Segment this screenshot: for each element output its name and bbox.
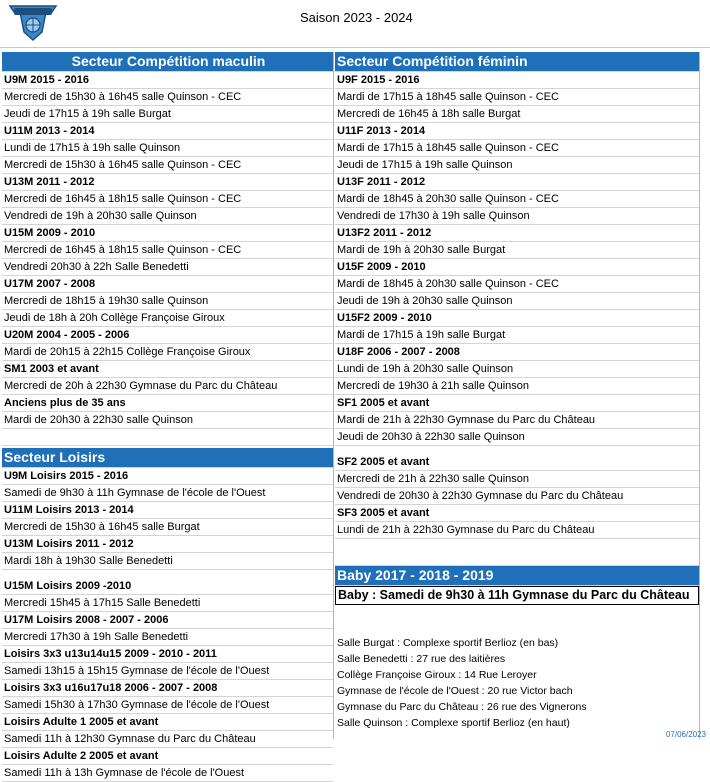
schedule-row: Mercredi de 15h30 à 16h45 salle Quinson - CEC — [2, 89, 333, 106]
schedule-row: Mercredi de 19h30 à 21h salle Quinson — [335, 378, 699, 395]
schedule-row: Mercredi de 16h45 à 18h15 salle Quinson - CEC — [2, 242, 333, 259]
venue-address: Gymnase de l'école de l'Ouest : 20 rue Victor bach — [337, 685, 573, 697]
schedule-row: Mardi de 19h à 20h30 salle Burgat — [335, 242, 699, 259]
category-label: Loisirs Adulte 1 2005 et avant — [2, 714, 333, 731]
category-label: U13M 2011 - 2012 — [2, 174, 333, 191]
category-label: U11M 2013 - 2014 — [2, 123, 333, 140]
schedule-row: Mardi de 18h45 à 20h30 salle Quinson - CEC — [335, 276, 699, 293]
schedule-row: Lundi de 17h15 à 19h salle Quinson — [2, 140, 333, 157]
category-label: SF3 2005 et avant — [335, 505, 699, 522]
schedule-row: Mercredi de 16h45 à 18h15 salle Quinson - CEC — [2, 191, 333, 208]
schedule-row: Vendredi de 17h30 à 19h salle Quinson — [335, 208, 699, 225]
schedule-row: Vendredi 20h30 à 22h Salle Benedetti — [2, 259, 333, 276]
column-divider — [333, 52, 334, 739]
category-label: U9F 2015 - 2016 — [335, 72, 699, 89]
spacer-row — [2, 570, 333, 578]
category-label: U13M Loisirs 2011 - 2012 — [2, 536, 333, 553]
category-label: U18F 2006 - 2007 - 2008 — [335, 344, 699, 361]
schedule-row: Jeudi de 18h à 20h Collège Françoise Giroux — [2, 310, 333, 327]
schedule-row: Vendredi de 20h30 à 22h30 Gymnase du Parc du Château — [335, 488, 699, 505]
competition-feminin-list — [335, 72, 699, 446]
category-label: Anciens plus de 35 ans — [2, 395, 333, 412]
right-column — [335, 52, 699, 731]
section-header-competition-masculin: Secteur Compétition maculin — [2, 52, 333, 72]
loisirs-list — [2, 468, 333, 570]
schedule-row: Mercredi de 15h30 à 16h45 salle Burgat — [2, 519, 333, 536]
schedule-row: Jeudi de 20h30 à 22h30 salle Quinson — [335, 429, 699, 446]
senior-feminin-list — [335, 454, 699, 539]
top-border — [0, 47, 710, 48]
club-logo-icon — [6, 2, 60, 42]
schedule-row: Mercredi 17h30 à 19h Salle Benedetti — [2, 629, 333, 646]
schedule-row: Samedi 11h à 12h30 Gymnase du Parc du Château — [2, 731, 333, 748]
category-label: SM1 2003 et avant — [2, 361, 333, 378]
category-label: U17M Loisirs 2008 - 2007 - 2006 — [2, 612, 333, 629]
schedule-row: Samedi 13h15 à 15h15 Gymnase de l'école de l'Ouest — [2, 663, 333, 680]
category-label: U9M 2015 - 2016 — [2, 72, 333, 89]
category-label: Loisirs 3x3 u13u14u15 2009 - 2010 - 2011 — [2, 646, 333, 663]
category-label: U15F 2009 - 2010 — [335, 259, 699, 276]
schedule-row: Mardi de 21h à 22h30 Gymnase du Parc du Château — [335, 412, 699, 429]
venue-address: Collège Françoise Giroux : 14 Rue Leroyer — [337, 669, 537, 681]
schedule-row: Lundi de 19h à 20h30 salle Quinson — [335, 361, 699, 378]
venue-address: Salle Quinson : Complexe sportif Berlioz (en haut) — [337, 717, 570, 729]
category-label: U15M Loisirs 2009 -2010 — [2, 578, 333, 595]
competition-masculin-list — [2, 72, 333, 429]
schedule-row: Jeudi de 19h à 20h30 salle Quinson — [335, 293, 699, 310]
schedule-row: Mardi 18h à 19h30 Salle Benedetti — [2, 553, 333, 570]
schedule-row: Vendredi de 19h à 20h30 salle Quinson — [2, 208, 333, 225]
section-header-baby: Baby 2017 - 2018 - 2019 — [335, 566, 699, 586]
schedule-row: Mercredi de 20h à 22h30 Gymnase du Parc du Château — [2, 378, 333, 395]
schedule-row: Mercredi de 16h45 à 18h salle Burgat — [335, 106, 699, 123]
schedule-row: Mardi de 17h15 à 18h45 salle Quinson - CEC — [335, 140, 699, 157]
category-label: U9M Loisirs 2015 - 2016 — [2, 468, 333, 485]
spacer — [335, 605, 699, 635]
schedule-row: Mardi de 20h30 à 22h30 salle Quinson — [2, 412, 333, 429]
loisirs-list-continued — [2, 578, 333, 782]
category-label: U11M Loisirs 2013 - 2014 — [2, 502, 333, 519]
schedule-row: Mardi de 17h15 à 19h salle Burgat — [335, 327, 699, 344]
spacer-row — [335, 539, 699, 566]
season-title: Saison 2023 - 2024 — [300, 10, 413, 25]
venue-address: Salle Burgat : Complexe sportif Berlioz (en bas) — [337, 637, 559, 649]
category-label: Loisirs Adulte 2 2005 et avant — [2, 748, 333, 765]
category-label: U15M 2009 - 2010 — [2, 225, 333, 242]
schedule-row: Mercredi de 18h15 à 19h30 salle Quinson — [2, 293, 333, 310]
schedule-row: Samedi 11h à 13h Gymnase de l'école de l'Ouest — [2, 765, 333, 782]
schedule-row: Mardi de 18h45 à 20h30 salle Quinson - CEC — [335, 191, 699, 208]
category-label: SF2 2005 et avant — [335, 454, 699, 471]
category-label: Loisirs 3x3 u16u17u18 2006 - 2007 - 2008 — [2, 680, 333, 697]
schedule-row: Samedi 15h30 à 17h30 Gymnase de l'école de l'Ouest — [2, 697, 333, 714]
document-date: 07/06/2023 — [665, 730, 706, 739]
category-label: U11F 2013 - 2014 — [335, 123, 699, 140]
left-column — [2, 52, 333, 782]
baby-schedule: Baby : Samedi de 9h30 à 11h Gymnase du Parc du Château — [335, 586, 699, 605]
venue-address: Gymnase du Parc du Château : 26 rue des Vignerons — [337, 701, 587, 713]
spacer-row — [2, 429, 333, 446]
category-label: U13F 2011 - 2012 — [335, 174, 699, 191]
schedule-row: Mercredi 15h45 à 17h15 Salle Benedetti — [2, 595, 333, 612]
spacer-row — [335, 446, 699, 454]
section-header-loisirs: Secteur Loisirs — [2, 448, 333, 468]
category-label: SF1 2005 et avant — [335, 395, 699, 412]
schedule-row: Samedi de 9h30 à 11h Gymnase de l'école de l'Ouest — [2, 485, 333, 502]
schedule-row: Mardi de 20h15 à 22h15 Collège Françoise Giroux — [2, 344, 333, 361]
right-border — [699, 52, 700, 739]
schedule-row: Mercredi de 21h à 22h30 salle Quinson — [335, 471, 699, 488]
schedule-row: Mercredi de 15h30 à 16h45 salle Quinson - CEC — [2, 157, 333, 174]
schedule-row: Mardi de 17h15 à 18h45 salle Quinson - CEC — [335, 89, 699, 106]
schedule-row: Jeudi de 17h15 à 19h salle Quinson — [335, 157, 699, 174]
venues-list — [335, 635, 699, 731]
section-header-competition-feminin: Secteur Compétition féminin — [335, 52, 699, 72]
schedule-row: Lundi de 21h à 22h30 Gymnase du Parc du Château — [335, 522, 699, 539]
category-label: U17M 2007 - 2008 — [2, 276, 333, 293]
category-label: U13F2 2011 - 2012 — [335, 225, 699, 242]
venue-address: Salle Benedetti : 27 rue des laitières — [337, 653, 506, 665]
category-label: U15F2 2009 - 2010 — [335, 310, 699, 327]
schedule-row: Jeudi de 17h15 à 19h salle Burgat — [2, 106, 333, 123]
category-label: U20M 2004 - 2005 - 2006 — [2, 327, 333, 344]
